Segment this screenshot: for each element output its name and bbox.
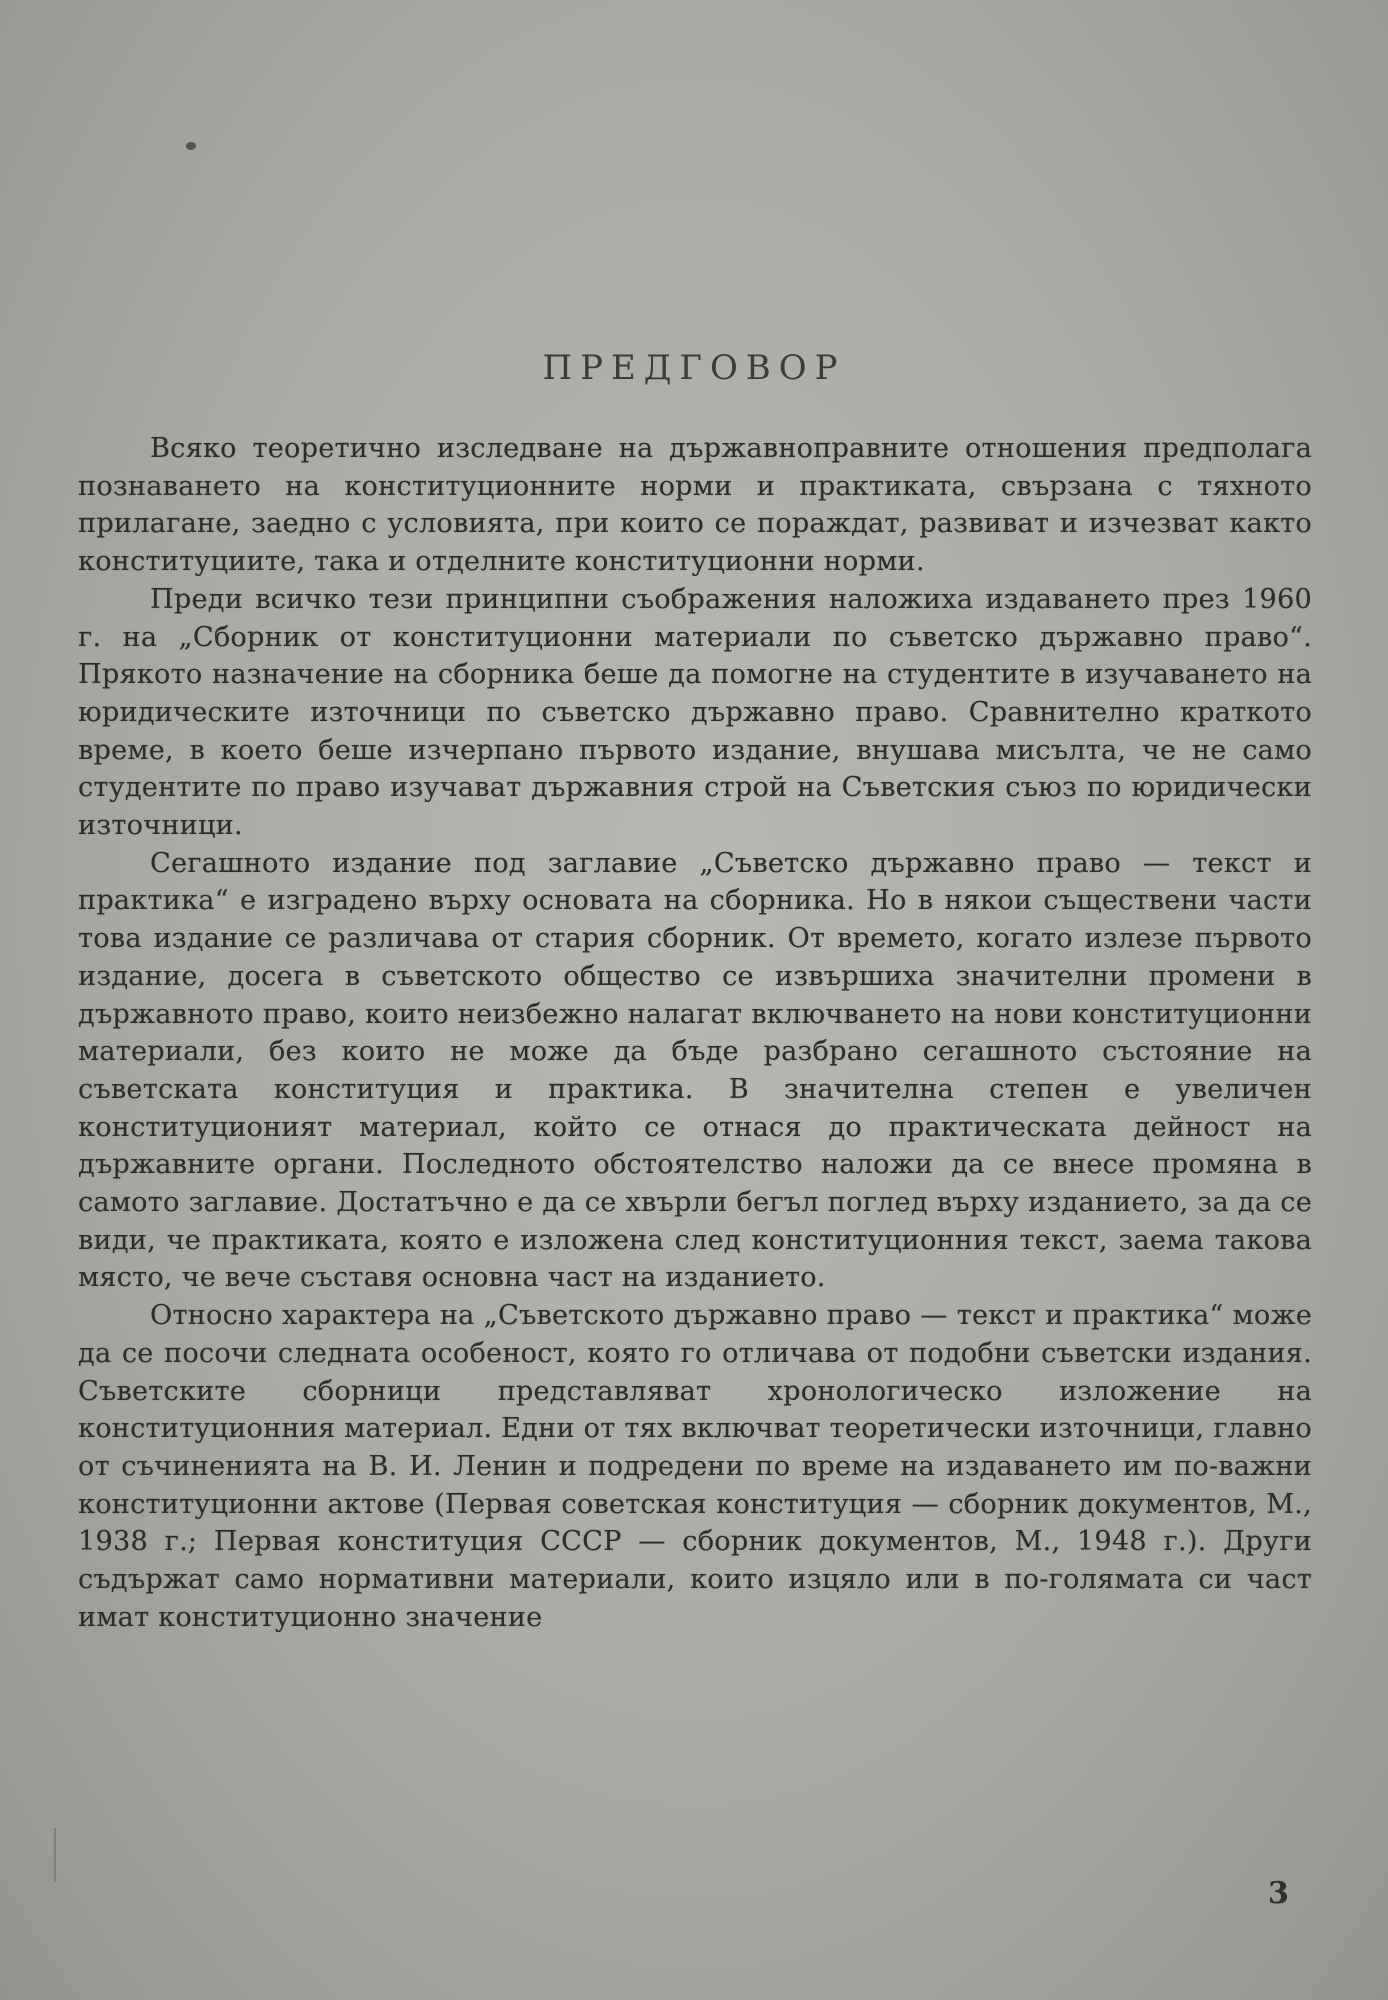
body-text bbox=[78, 430, 1312, 1637]
paragraph-4: Относно характера на „Съветското държавно право — текст и практика“ може да се посочи следната особеност, която го отличава от подобни съветски издания. Съветските сборници представляват хронологическо изложение на конституционния материал. Едни от тях включват теоретически източници, главно от съчиненията на В. И. Ленин и подредени по време на издаването им по-важни конституционни актове (Первая советская конституция — сборник документов, М., 1938 г.; Первая конституция СССР — сборник документов, М., 1948 г.). Други съдържат само нормативни материали, които изцяло или в по-голямата си част имат конституционно значение bbox=[78, 1300, 1312, 1633]
margin-mark bbox=[54, 1828, 62, 1882]
paragraph-1: Всяко теоретично изследване на държавноправните отношения предполага познаването на конституционните норми и практиката, свързана с тяхното прилагане, заедно с условията, при които се пораждат, развиват и изчезват както конституциите, така и отделните конституционни норми. bbox=[78, 433, 1312, 578]
page-title: ПРЕДГОВОР bbox=[542, 348, 846, 388]
paragraph-2: Преди всичко тези принципни съображения наложиха издаването през 1960 г. на „Сборник от конституционни материали по съветско държавно право“. Прякото назначение на сборника беше да помогне на студентите в изучаването на юридическите източници по съветско държавно право. Сравнително краткото време, в което беше изчерпано първото издание, внушава мисълта, че не само студентите по право изучават държавния строй на Съветския съюз по юридически източници. bbox=[78, 583, 1312, 842]
paragraph-3: Сегашното издание под заглавие „Съветско държавно право — текст и практика“ е изградено върху основата на сборника. Но в някои съществени части това издание се различава от стария сборник. От времето, когато излезе първото издание, досега в съветското общество се извършиха значителни промени в държавното право, които неизбежно налагат включването на нови конституционни материали, без които не може да бъде разбрано сегашното състояние на съветската конституция и практика. В значителна степен е увеличен конституционият материал, който се отнася до практическата дейност на държавните органи. Последното обстоятелство наложи да се внесе промяна в самото заглавие. Достатъчно е да се хвърли бегъл поглед върху изданието, за да се види, че практиката, която е изложена след конституционния текст, заема такова място, че вече съставя основна част на изданието. bbox=[78, 847, 1312, 1294]
ink-speck bbox=[186, 142, 196, 150]
page-number: 3 bbox=[1268, 1876, 1289, 1911]
